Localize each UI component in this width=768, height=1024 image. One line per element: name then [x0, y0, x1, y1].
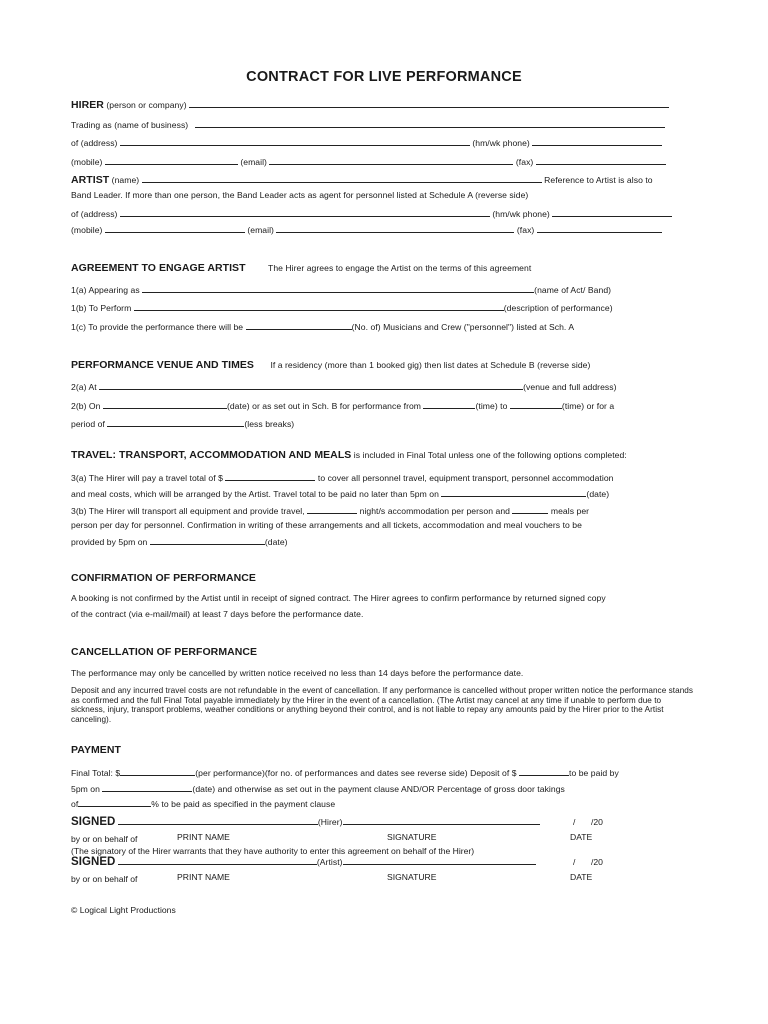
hirer-phone-label: (hm/wk phone): [472, 138, 530, 148]
venue-address-field[interactable]: [99, 381, 523, 390]
artist-mobile-field[interactable]: [105, 224, 245, 233]
final-total-field[interactable]: [120, 767, 195, 776]
hirer-address-label: of (address): [71, 138, 118, 148]
hirer-fax-field[interactable]: [536, 156, 666, 165]
period-field[interactable]: [107, 418, 244, 427]
hirer-date-slash: /: [573, 817, 576, 827]
confirmation-line1: A booking is not confirmed by the Artist until in receipt of signed contract. The Hirer agrees to confirm performance by returned signed copy: [71, 593, 606, 603]
artist-phone-label: (hm/wk phone): [492, 209, 550, 219]
clause-1b-suffix: (description of performance): [503, 303, 613, 313]
artist-name-label: (name): [111, 175, 140, 185]
clause-3b-suffix: meals per: [550, 506, 590, 516]
hirer-print-name-field[interactable]: [118, 816, 318, 825]
clause-3a-line2-text: and meal costs, which will be arranged by the Artist. Travel total to be paid no later than 5pm on: [71, 489, 439, 499]
clause-1a-label: 1(a) Appearing as: [71, 285, 140, 295]
hirer-contact-row: [71, 156, 666, 168]
trading-as-field[interactable]: [195, 119, 665, 128]
hirer-row: [71, 99, 669, 111]
period-suffix: (less breaks): [244, 419, 295, 429]
signed-hirer-label: SIGNED: [71, 816, 116, 828]
hirer-behalf-label: by or on behalf of: [71, 834, 138, 844]
venue-heading: PERFORMANCE VENUE AND TIMES: [71, 359, 254, 371]
agreement-heading-row: [71, 263, 531, 274]
confirmation-line2: of the contract (via e-mail/mail) at least 7 days before the performance date.: [71, 609, 364, 619]
clause-3b-line3: [71, 536, 288, 548]
clause-2a-label: 2(a) At: [71, 382, 97, 392]
clause-3b-line3-label: provided by 5pm on: [71, 537, 148, 547]
clause-1b: [71, 302, 613, 314]
percentage-label: of: [71, 799, 79, 809]
hirer-address-field[interactable]: [120, 137, 470, 146]
payment-line3-text: % to be paid as specified in the payment clause: [151, 799, 336, 809]
artist-signature-caption: SIGNATURE: [387, 872, 437, 882]
clause-2a: [71, 381, 617, 393]
percentage-field[interactable]: [78, 798, 151, 807]
artist-print-name-caption: PRINT NAME: [177, 872, 230, 882]
clause-3a-line2: [71, 488, 609, 500]
nights-field[interactable]: [307, 505, 357, 514]
clause-3b-line3-suffix: (date): [264, 537, 288, 547]
travel-paid-date-field[interactable]: [441, 488, 586, 497]
clause-2b-time1: (time) to: [475, 401, 508, 411]
travel-heading: TRAVEL: TRANSPORT, ACCOMMODATION AND MEALS: [71, 449, 352, 461]
hirer-label: HIRER: [71, 99, 104, 111]
cancellation-heading: CANCELLATION OF PERFORMANCE: [71, 646, 258, 658]
artist-mobile-label: (mobile): [71, 225, 103, 235]
performance-date-field[interactable]: [103, 400, 227, 409]
clause-3a-label: 3(a) The Hirer will pay a travel total of $: [71, 473, 223, 483]
clause-3b-label: 3(b) The Hirer will transport all equipment and provide travel,: [71, 506, 305, 516]
hirer-date-year[interactable]: /20: [591, 817, 603, 827]
artist-address-label: of (address): [71, 209, 118, 219]
clause-2b-label: 2(b) On: [71, 401, 101, 411]
artist-print-name-field[interactable]: [118, 856, 317, 865]
clause-3b-mid: night/s accommodation per person and: [359, 506, 510, 516]
travel-intro: is included in Final Total unless one of the following options completed:: [353, 450, 627, 460]
artist-signature-field[interactable]: [343, 856, 536, 865]
payment-line1-mid: (per performance)(for no. of performances and dates see reverse side) Deposit of $: [195, 768, 517, 778]
hirer-signature-caption: SIGNATURE: [387, 832, 437, 842]
personnel-count-field[interactable]: [246, 321, 352, 330]
payment-line2: [71, 783, 565, 795]
signed-hirer-role: (Hirer): [317, 817, 343, 827]
artist-reference: Reference to Artist is also to: [544, 175, 653, 185]
hirer-signature-field[interactable]: [343, 816, 540, 825]
payment-line3: [71, 798, 335, 810]
clause-2b-time2: (time) or for a: [561, 401, 615, 411]
travel-total-field[interactable]: [225, 472, 315, 481]
agreement-intro: The Hirer agrees to engage the Artist on the terms of this agreement: [268, 263, 532, 273]
clause-3a-text: to cover all personnel travel, equipment transport, personnel accommodation: [317, 473, 614, 483]
artist-row: [71, 174, 653, 186]
signed-artist-label: SIGNED: [71, 856, 116, 868]
hirer-mobile-label: (mobile): [71, 157, 103, 167]
signed-artist-role: (Artist): [316, 857, 343, 867]
artist-address-row: [71, 208, 672, 220]
clause-1c: [71, 321, 574, 333]
clause-2b-mid: (date) or as set out in Sch. B for performance from: [226, 401, 422, 411]
hirer-email-field[interactable]: [269, 156, 513, 165]
payment-line2-text: (date) and otherwise as set out in the payment clause AND/OR Percentage of gross door takings: [192, 784, 565, 794]
performance-description-field[interactable]: [134, 302, 504, 311]
period-label: period of: [71, 419, 105, 429]
clause-1b-label: 1(b) To Perform: [71, 303, 132, 313]
page-title: CONTRACT FOR LIVE PERFORMANCE: [246, 69, 522, 85]
period-row: [71, 418, 294, 430]
final-total-label: Final Total: $: [71, 768, 121, 778]
clause-1c-label: 1(c) To provide the performance there will be: [71, 322, 244, 332]
artist-phone-field[interactable]: [552, 208, 672, 217]
artist-name-field[interactable]: [142, 174, 542, 183]
confirmation-heading: CONFIRMATION OF PERFORMANCE: [71, 572, 256, 584]
clause-3a: [71, 472, 614, 484]
hirer-name-field[interactable]: [189, 99, 669, 108]
deposit-date-field[interactable]: [102, 783, 192, 792]
agreement-heading: AGREEMENT TO ENGAGE ARTIST: [71, 262, 246, 274]
payment-line1: [71, 767, 619, 779]
deposit-date-label: 5pm on: [71, 784, 100, 794]
artist-address-field[interactable]: [120, 208, 490, 217]
artist-date-caption: DATE: [570, 872, 593, 882]
cancellation-para1: The performance may only be cancelled by written notice received no less than 14 days before the performance date.: [71, 668, 524, 678]
footer-copyright: © Logical Light Productions: [71, 905, 176, 915]
venue-heading-row: [71, 360, 590, 371]
start-time-field[interactable]: [423, 400, 475, 409]
hirer-email-label: (email): [240, 157, 267, 167]
clause-3b: [71, 505, 589, 517]
meals-field[interactable]: [512, 505, 548, 514]
hirer-address-row: [71, 137, 662, 149]
trading-row: [71, 119, 665, 131]
hirer-date-caption: DATE: [570, 832, 593, 842]
band-leader-note: Band Leader. If more than one person, the Band Leader acts as agent for personnel listed at Schedule A (reverse side): [71, 190, 529, 200]
clause-2a-suffix: (venue and full address): [523, 382, 617, 392]
deposit-field[interactable]: [519, 767, 569, 776]
artist-date-slash: /: [573, 857, 576, 867]
clause-1c-suffix: (No. of) Musicians and Crew ("personnel") listed at Sch. A: [351, 322, 575, 332]
clause-1a-suffix: (name of Act/ Band): [534, 285, 612, 295]
hirer-fax-label: (fax): [515, 157, 534, 167]
payment-line1-suffix: to be paid by: [569, 768, 619, 778]
tickets-date-field[interactable]: [150, 536, 265, 545]
signed-artist-row: [71, 856, 536, 868]
payment-heading: PAYMENT: [71, 744, 121, 756]
travel-heading-row: [71, 450, 627, 461]
artist-email-field[interactable]: [276, 224, 514, 233]
artist-behalf-label: by or on behalf of: [71, 874, 138, 884]
venue-intro: If a residency (more than 1 booked gig) then list dates at Schedule B (reverse side): [270, 360, 591, 370]
cancellation-para2: Deposit and any incurred travel costs are not refundable in the event of cancellation. If any performance is cancelled without proper written notice the performance stands as confirmed and the full Final Total payable immediately by the Hirer in the event of a cancellation. (The Artist may cancel at any time if unable to perform due to sickness, injury, transport problems, weather conditions or anything beyond their control, and is not liable to repay any amounts paid by the Hirer prior to the Artist canceling).: [71, 686, 694, 724]
trading-as-label: Trading as (name of business): [71, 120, 189, 130]
hirer-print-name-caption: PRINT NAME: [177, 832, 230, 842]
hirer-sub: (person or company): [106, 100, 187, 110]
hirer-mobile-field[interactable]: [105, 156, 238, 165]
clause-3a-line2-suffix: (date): [586, 489, 610, 499]
end-time-field[interactable]: [510, 400, 562, 409]
artist-label: ARTIST: [71, 174, 110, 186]
signed-hirer-row: [71, 816, 540, 828]
artist-contact-row: [71, 224, 662, 236]
signatory-warranty: (The signatory of the Hirer warrants that they have authority to enter this agreement on behalf of the Hirer): [71, 846, 475, 856]
artist-date-year[interactable]: /20: [591, 857, 603, 867]
clause-1a: [71, 284, 611, 296]
artist-fax-field[interactable]: [537, 224, 662, 233]
act-name-field[interactable]: [142, 284, 534, 293]
hirer-phone-field[interactable]: [532, 137, 662, 146]
artist-fax-label: (fax): [516, 225, 535, 235]
clause-3b-line2: person per day for personnel. Confirmation in writing of these arrangements and all tickets, accommodation and meal vouchers to be: [71, 520, 582, 530]
artist-email-label: (email): [247, 225, 274, 235]
clause-2b: [71, 400, 614, 412]
